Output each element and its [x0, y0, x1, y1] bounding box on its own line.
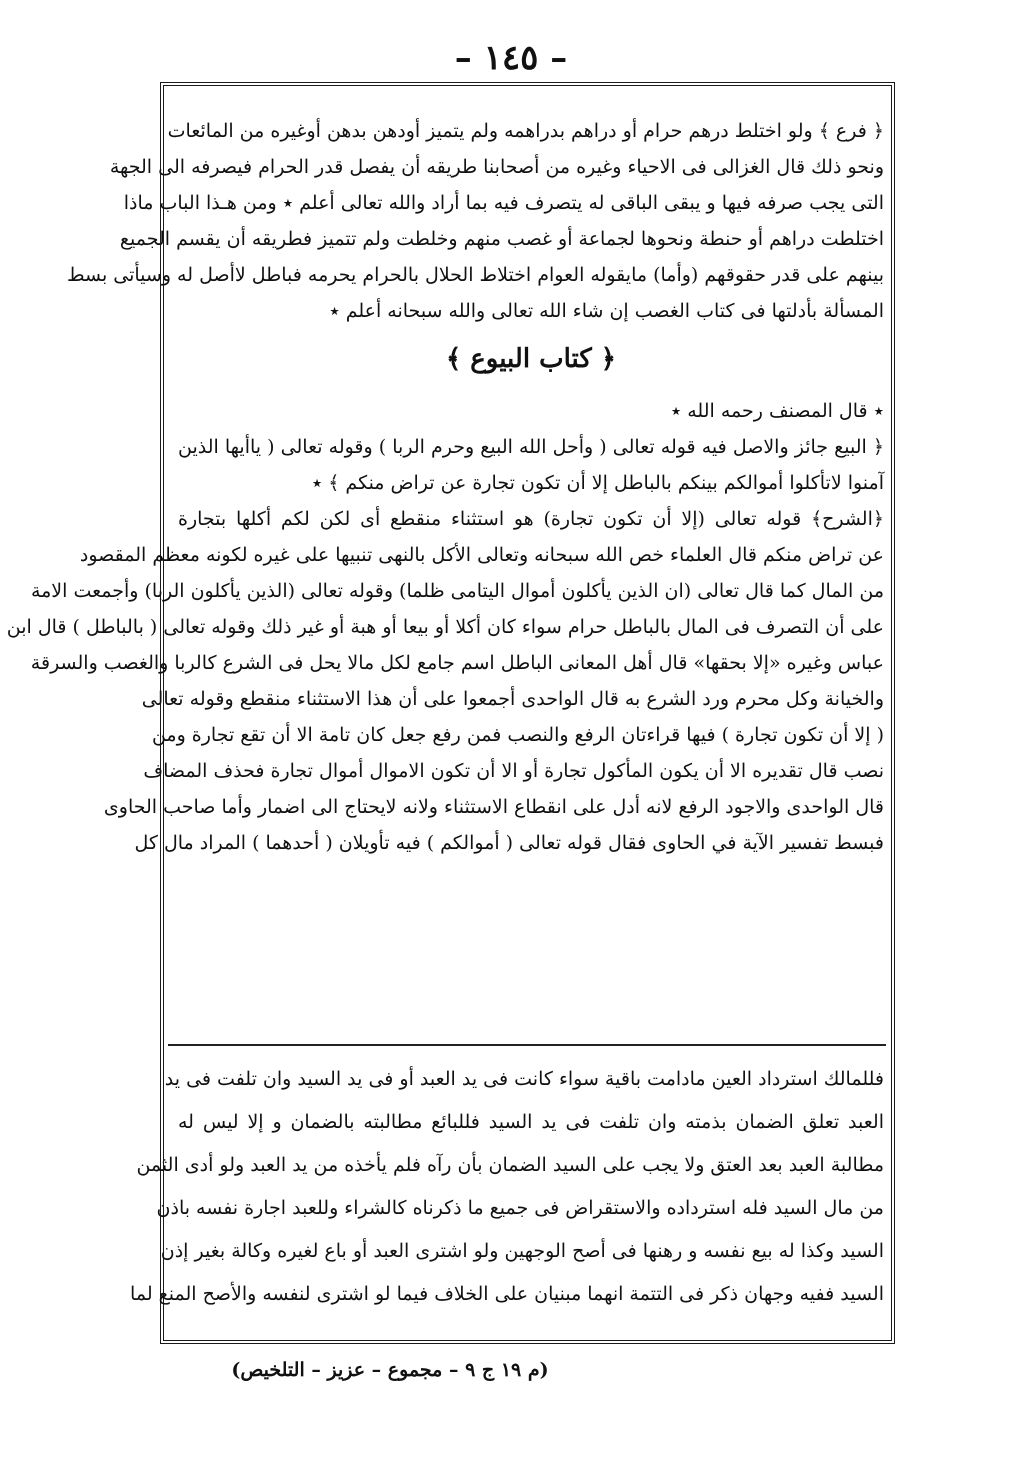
text-line: نصب قال تقديره الا أن يكون المأكول تجارة أو الا أن تكون الاموال أموال تجارة فحذف المضاف: [143, 760, 884, 782]
text-line: والخيانة وكل محرم ورد الشرع به قال الواحدى أجمعوا على أن هذا الاستثناء منقطع وقوله تعالى: [141, 688, 884, 710]
text-line: آمنوا لاتأكلوا أموالكم بينكم بالباطل إلا أن تكون تجارة عن تراض منكم ﴾ ٭: [311, 472, 884, 494]
text-line: على أن التصرف فى المال بالباطل حرام سواء كان أكلا أو بيعا أو هبة أو غير ذلك وقوله تعالى ( بالباطل ) قال ابن: [6, 616, 884, 638]
text-line: ﴿ فرع ﴾ ولو اختلط درهم حرام أو دراهم بدراهمه ولم يتميز أودهن بدهن أوغيره من المائعات: [167, 120, 884, 142]
footnote-line: السيد وكذا له بيع نفسه و رهنها فى أصح الوجهين ولو اشترى العبد أو باع لغيره وكالة بغير إذن: [160, 1240, 884, 1262]
footnote-line: السيد ففيه وجهان ذكر فى التتمة انهما مبنيان على الخلاف فيما لو اشترى لنفسه والأصح المنع لما: [130, 1283, 884, 1305]
text-line: بينهم على قدر حقوقهم (وأما) مايقوله العوام اختلاط الحلال بالحرام يحرمه فباطل لاأصل له وسيأتى بسط: [66, 264, 884, 286]
text-line: ﴿الشرح﴾ قوله تعالى (إلا أن تكون تجارة) هو استثناء منقطع أى لكن لكم أكلها بتجارة: [178, 508, 884, 530]
text-line: ونحو ذلك قال الغزالى فى الاحياء وغيره من أصحابنا طريقه أن يفصل قدر الحرام فيصرفه الى الجهة: [109, 156, 884, 178]
text-line: فبسط تفسير الآية في الحاوى فقال قوله تعالى ( أموالكم ) فيه تأويلان ( أحدهما ) المراد مال كل: [134, 832, 884, 854]
footnote-line: مطالبة العبد بعد العتق ولا يجب على السيد الضمان بأن رآه فلم يأخذه من يد العبد ولو أدى الثمن: [136, 1154, 884, 1176]
footnote-line: فللمالك استرداد العين مادامت باقية سواء كانت فى يد العبد أو فى يد السيد وان تلفت فى يد: [164, 1068, 884, 1090]
text-line: ( إلا أن تكون تجارة ) فيها قراءتان الرفع والنصب فمن رفع جعل كان تامة الا أن تقع تجارة ومن: [151, 724, 884, 746]
footnote-line: العبد تعلق الضمان بذمته وان تلفت فى يد السيد فللبائع مطالبته بالضمان و إلا ليس له: [178, 1111, 884, 1133]
author-note: ٭ قال المصنف رحمه الله ٭: [670, 400, 884, 422]
signature-mark: (م ١٩ ج ٩ – مجموع – عزيز – التلخيص): [231, 1359, 549, 1381]
page-number: – ١٤٥ –: [454, 38, 568, 78]
text-line: عباس وغيره «إلا بحقها» قال أهل المعانى الباطل اسم جامع لكل مالا يحل فى الشرع كالربا والغصب والسرقة: [30, 652, 884, 674]
text-line: المسألة بأدلتها فى كتاب الغصب إن شاء الله تعالى والله سبحانه أعلم ٭: [329, 300, 884, 322]
section-heading: ﴿ كتاب البيوع ﴾: [445, 344, 617, 374]
text-line: عن تراض منكم قال العلماء خص الله سبحانه وتعالى الأكل بالنهى تنبيها على غيره لكونه معظم المقصود: [79, 544, 884, 566]
text-line: التى يجب صرفه فيها و يبقى الباقى له يتصرف فيه بما أراد والله تعالى أعلم ٭ ومن هـذا الباب ماذا: [123, 192, 884, 214]
footnote: [130, 1058, 884, 1316]
text-line: من المال كما قال تعالى (ان الذين يأكلون أموال اليتامى ظلما) وقوله تعالى (الذين يأكلون الربا) وأجمعت الامة: [30, 580, 884, 602]
footnote-line: من مال السيد فله استرداده والاستقراض فى جميع ما ذكرناه كالشراء وللعبد اجارة نفسه باذن: [156, 1197, 884, 1219]
footnote-separator: [168, 1044, 886, 1046]
text-line: ﴿ البيع جائز والاصل فيه قوله تعالى ( وأحل الله البيع وحرم الربا ) وقوله تعالى ( ياأيها الذين: [178, 436, 884, 458]
text-line: قال الواحدى والاجود الرفع لانه أدل على انقطاع الاستثناء ولانه لايحتاج الى اضمار وأما صاحب الحاوى: [103, 796, 884, 818]
text-line: اختلطت دراهم أو حنطة ونحوها لجماعة أو غصب منهم وخلطت ولم تتميز فطريقه أن يقسم الجميع: [119, 228, 884, 250]
main-text: [6, 113, 884, 861]
